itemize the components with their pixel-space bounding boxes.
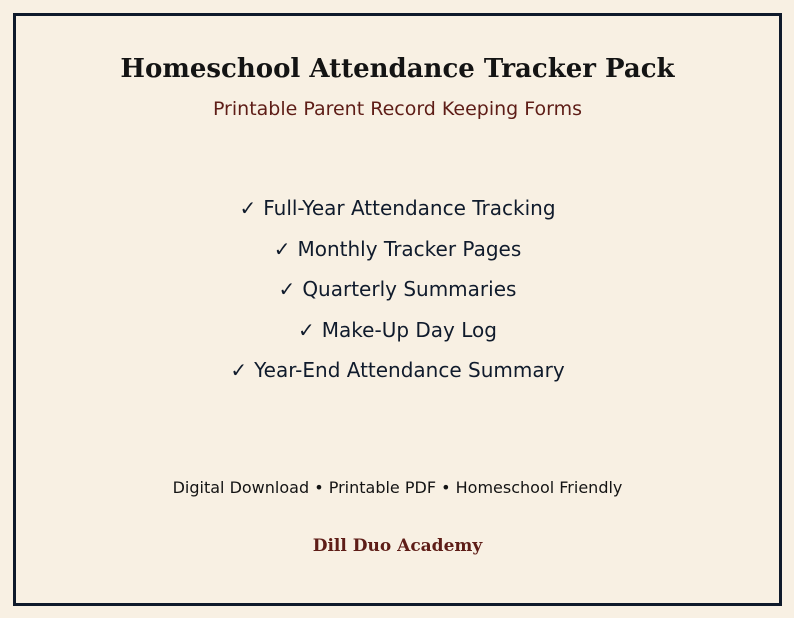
feature-item bbox=[16, 235, 779, 276]
brand-name: Dill Duo Academy bbox=[312, 536, 483, 556]
page-title: Homeschool Attendance Tracker Pack bbox=[120, 54, 675, 84]
feature-list bbox=[16, 194, 779, 397]
check-icon: ✓ bbox=[230, 358, 248, 383]
feature-label: Year-End Attendance Summary bbox=[254, 358, 565, 383]
check-icon: ✓ bbox=[298, 317, 315, 342]
feature-item bbox=[16, 194, 779, 235]
feature-label: Monthly Tracker Pages bbox=[297, 236, 522, 261]
check-icon: ✓ bbox=[278, 277, 296, 302]
document-frame bbox=[13, 13, 782, 606]
feature-label: Quarterly Summaries bbox=[302, 277, 517, 302]
format-tagline: Digital Download • Printable PDF • Homeschool Friendly bbox=[172, 478, 623, 497]
feature-item bbox=[16, 316, 779, 357]
feature-label: Make-Up Day Log bbox=[321, 317, 497, 342]
feature-label: Full-Year Attendance Tracking bbox=[263, 196, 556, 220]
check-icon: ✓ bbox=[273, 236, 291, 261]
check-icon: ✓ bbox=[239, 196, 257, 220]
feature-item bbox=[16, 356, 779, 397]
page-subtitle: Printable Parent Record Keeping Forms bbox=[212, 98, 583, 120]
feature-item bbox=[16, 275, 779, 316]
